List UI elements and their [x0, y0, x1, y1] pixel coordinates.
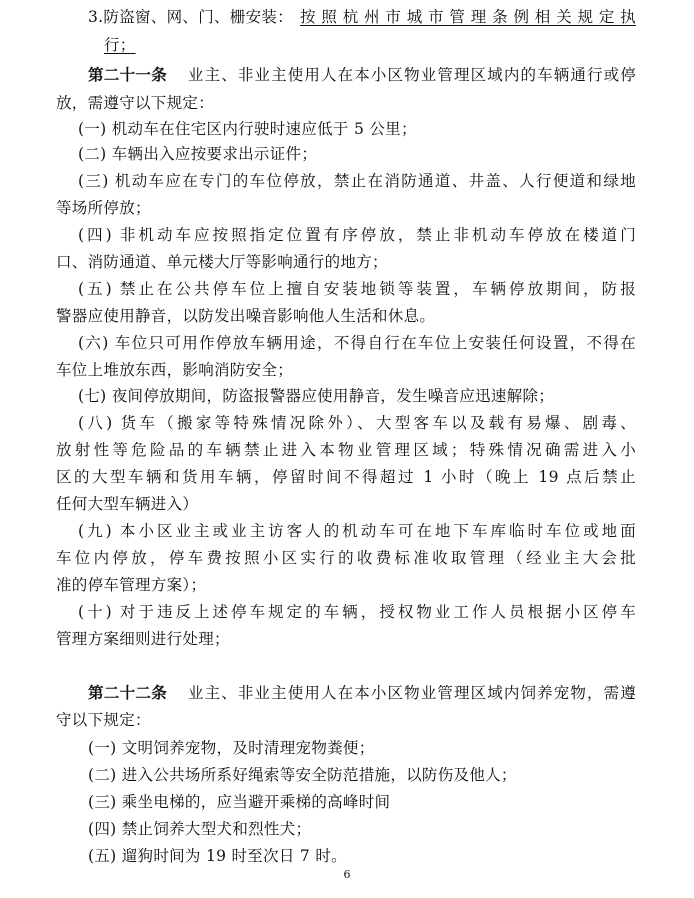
article-22-item-5: (五) 遛狗时间为 19 时至次日 7 时。: [88, 847, 347, 865]
article-21-item-8-line1: (八) 货车（搬家等特殊情况除外）、大型客车以及载有易爆、剧毒、: [78, 414, 636, 432]
article-21-item-9-line1: (九) 本小区业主或业主访客人的机动车可在地下车库临时车位或地面: [78, 522, 636, 540]
item-3-line: [88, 4, 293, 30]
article-21-heading: 第二十一条: [88, 65, 168, 84]
item-3-continuation: 行；: [104, 36, 136, 54]
article-22-intro-line1: 业主、非业主使用人在本小区物业管理区域内饲养宠物，需遵: [188, 684, 636, 702]
article-21-item-5-line1: (五) 禁止在公共停车位上擅自安装地锁等装置，车辆停放期间，防报: [78, 280, 636, 298]
article-21-item-4-line2: 口、消防通道、单元楼大厅等影响通行的地方；: [56, 253, 388, 271]
article-22-item-2: (二) 进入公共场所系好绳索等安全防范措施，以防伤及他人；: [88, 766, 517, 784]
article-21-item-9-line3: 准的停车管理方案）；: [56, 576, 207, 594]
article-21-item-5-line2: 警器应使用静音，以防发出噪音影响他人生活和休息。: [56, 307, 436, 325]
article-21-item-2: (二) 车辆出入应按要求出示证件；: [78, 145, 318, 163]
article-21-item-8-line3: 区的大型车辆和货用车辆，停留时间不得超过 1 小时（晚上 19 点后禁止: [56, 468, 636, 486]
article-21-item-6-line2: 车位上堆放东西，影响消防安全；: [56, 361, 294, 379]
article-21-intro-line1: 业主、非业主使用人在本小区物业管理区域内的车辆通行或停: [188, 66, 636, 84]
article-21-item-4-line1: (四) 非机动车应按照指定位置有序停放，禁止非机动车停放在楼道门: [78, 226, 636, 244]
article-21-item-8-line4: 任何大型车辆进入）: [56, 495, 199, 513]
article-21-item-7: (七) 夜间停放期间，防盗报警器应使用静音，发生噪音应迅速解除；: [78, 387, 555, 405]
article-22-heading: 第二十二条: [88, 683, 168, 702]
article-21-item-8-line2: 放射性等危险品的车辆禁止进入本物业管理区域；特殊情况确需进入小: [56, 441, 636, 459]
page-number: 6: [343, 868, 351, 881]
article-21-item-6-line1: (六) 车位只可用作停放车辆用途，不得自行在车位上安装任何设置，不得在: [78, 334, 636, 352]
article-21-item-9-line2: 车位内停放，停车费按照小区实行的收费标准收取管理（经业主大会批: [56, 549, 636, 567]
article-21-item-3-line1: (三) 机动车应在专门的车位停放，禁止在消防通道、井盖、人行便道和绿地: [78, 172, 636, 190]
article-22-item-4: (四) 禁止饲养大型犬和烈性犬；: [88, 820, 312, 838]
article-21-item-3-line2: 等场所停放；: [56, 199, 151, 217]
article-22-item-3: (三) 乘坐电梯的，应当避开乘梯的高峰时间: [88, 793, 391, 811]
article-21-item-10-line1: (十) 对于违反上述停车规定的车辆，授权物业工作人员根据小区停车: [78, 603, 636, 621]
article-22-intro-line2: 守以下规定：: [56, 711, 151, 729]
article-22-item-1: (一) 文明饲养宠物，及时清理宠物粪便；: [88, 739, 375, 757]
item-3-prefix: 3.防盗窗、网、门、栅安装：: [88, 8, 293, 26]
article-21-item-1: (一) 机动车在住宅区内行驶时速应低于 5 公里；: [78, 120, 417, 138]
item-3-fill: 按照杭州市城市管理条例相关规定执: [300, 8, 636, 26]
article-21-intro-line2: 放，需遵守以下规定：: [56, 94, 215, 112]
article-21-item-10-line2: 管理方案细则进行处理；: [56, 630, 230, 648]
